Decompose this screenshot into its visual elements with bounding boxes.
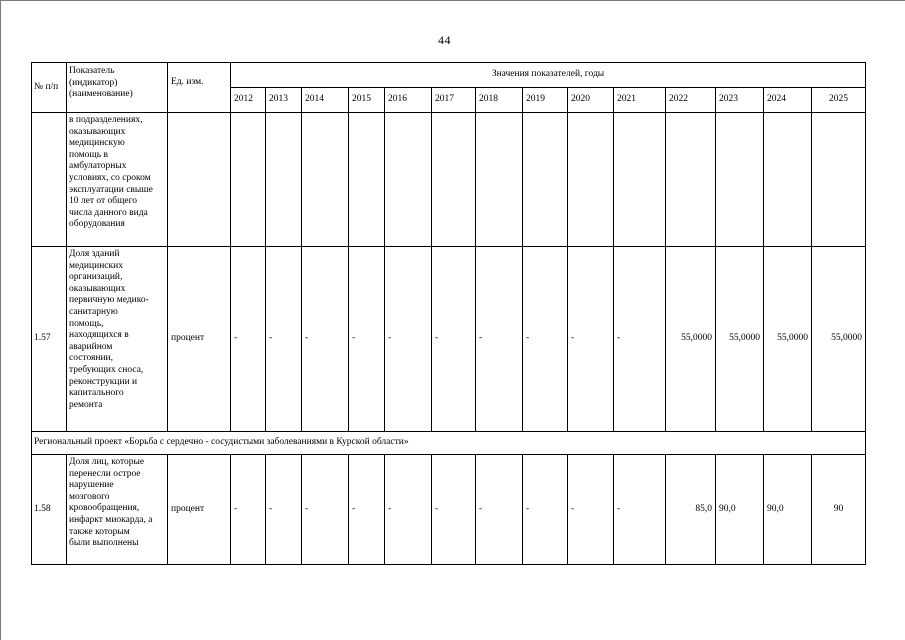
row-value [231,113,266,247]
row-value: - [266,247,302,432]
row-value: - [266,455,302,565]
row-unit: процент [168,455,231,565]
year-header: 2022 [666,88,716,113]
row-value: - [523,455,568,565]
page-edge-left [0,0,1,640]
row-value: 55,0000 [764,247,812,432]
row-value: - [231,247,266,432]
row-value [476,113,523,247]
year-header: 2021 [614,88,666,113]
row-value [349,113,385,247]
year-header: 2023 [716,88,764,113]
row-value: - [349,455,385,565]
row-value: 90,0 [716,455,764,565]
year-header: 2014 [302,88,349,113]
row-value: - [432,247,476,432]
year-header: 2015 [349,88,385,113]
row-value: 55,0000 [666,247,716,432]
page-number: 44 [438,33,451,47]
row-value [302,113,349,247]
year-header: 2012 [231,88,266,113]
row-value: - [614,247,666,432]
year-header: 2018 [476,88,523,113]
header-unit: Ед. изм. [168,63,231,113]
indicator-table [31,62,866,565]
row-value [432,113,476,247]
row-value [764,113,812,247]
row-unit [168,113,231,247]
row-indicator: в подразделениях, оказывающих медицинскую помощь в амбулаторных условиях, со сроком эксплуатации свыше 10 лет от общего числа данного вида оборудования [67,113,168,247]
row-value: 90,0 [764,455,812,565]
page-edge-top [0,0,905,1]
row-value [666,113,716,247]
section-row [32,432,866,455]
row-value [716,113,764,247]
row-num: 1.57 [32,247,67,432]
row-value [385,113,432,247]
row-value: - [568,247,614,432]
year-header: 2024 [764,88,812,113]
row-value [568,113,614,247]
row-value: - [432,455,476,565]
row-value: - [302,247,349,432]
row-value: - [385,455,432,565]
table-row [32,455,866,565]
header-indicator: Показатель (индикатор) (наименование) [67,63,168,113]
row-value: - [476,455,523,565]
row-value: - [614,455,666,565]
year-header: 2017 [432,88,476,113]
year-header: 2016 [385,88,432,113]
row-unit: процент [168,247,231,432]
header-num: № п/п [32,63,67,113]
row-value: - [523,247,568,432]
header-values: Значения показателей, годы [231,63,866,88]
row-value: - [302,455,349,565]
table-row [32,113,866,247]
year-header: 2020 [568,88,614,113]
row-value: 90 [812,455,866,565]
row-num: 1.58 [32,455,67,565]
year-header: 2013 [266,88,302,113]
section-title: Региональный проект «Борьба с сердечно - сосудистыми заболеваниями в Курской области» [32,432,866,455]
row-value [523,113,568,247]
row-value: - [476,247,523,432]
row-value: - [385,247,432,432]
year-header: 2025 [812,88,866,113]
table-row [32,247,866,432]
header-row [32,63,866,88]
row-value: 55,0000 [716,247,764,432]
row-indicator: Доля зданий медицинских организаций, оказывающих первичную медико- санитарную помощь, находящихся в аварийном состоянии, требующих сноса, реконструкции и капитального ремонта [67,247,168,432]
row-value: - [349,247,385,432]
row-value [812,113,866,247]
row-value: - [568,455,614,565]
row-value: - [231,455,266,565]
year-header: 2019 [523,88,568,113]
row-value [614,113,666,247]
row-value: 85,0 [666,455,716,565]
row-value [266,113,302,247]
row-indicator: Доля лиц, которые перенесли острое нарушение мозгового кровообращения, инфаркт миокарда, а также которым были выполнены [67,455,168,565]
row-value: 55,0000 [812,247,866,432]
row-num [32,113,67,247]
